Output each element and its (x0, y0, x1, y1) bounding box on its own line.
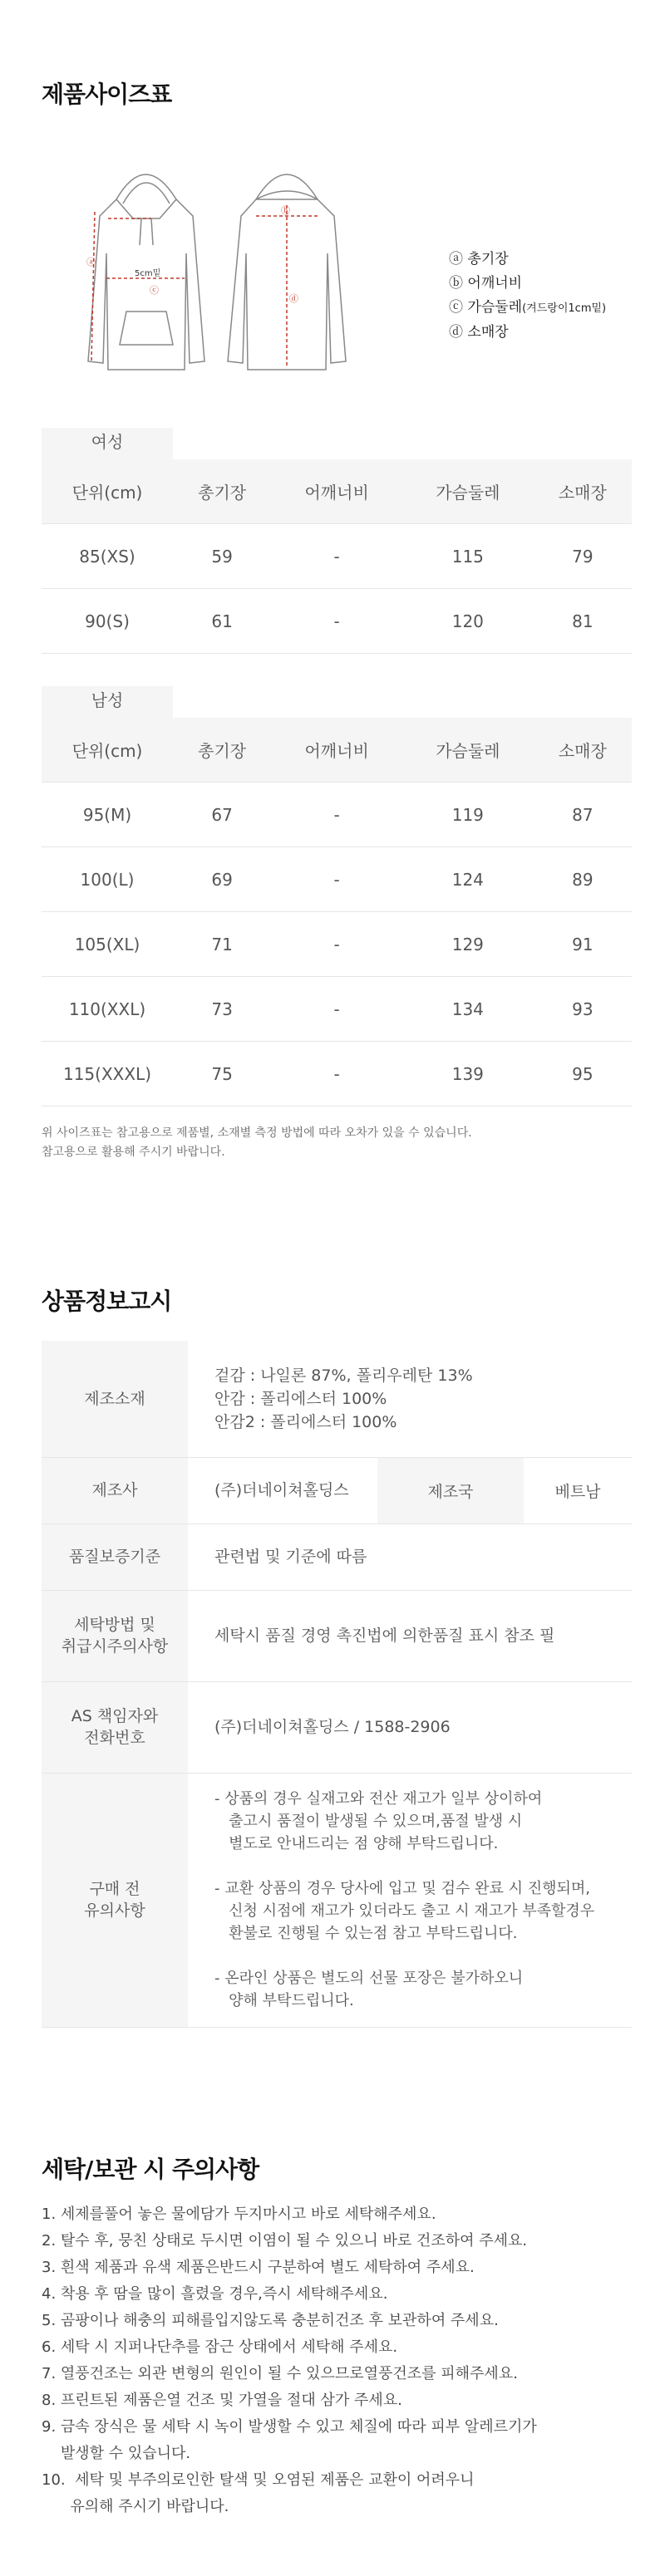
table-cell: 134 (402, 977, 534, 1042)
table-header-cell: 총기장 (173, 459, 271, 524)
care-line: 유의해 주시기 바랍니다. (42, 2498, 229, 2515)
marker-c-front: ⓒ (150, 285, 159, 296)
table-row (42, 1042, 632, 1106)
care-line: 8. 프린트된 제품은열 건조 및 가열을 절대 삼가 주세요. (42, 2392, 402, 2409)
illustration-label: 5cm밑 (135, 269, 161, 278)
table-cell: - (271, 977, 402, 1042)
table-header-cell: 가슴둘레 (402, 718, 534, 783)
care-line: 9. 금속 장식은 물 세탁 시 녹이 발생할 수 있고 체질에 따라 피부 알레르기가 (42, 2418, 537, 2436)
care-line: 6. 세탁 시 지퍼나단추를 잠근 상태에서 세탁해 주세요. (42, 2338, 398, 2356)
size-chart-title: 제품사이즈표 (42, 81, 172, 108)
table-cell: - (271, 589, 402, 654)
table-cell: 90(S) (42, 589, 173, 654)
care-line: 10. 세탁 및 부주의로인한 탈색 및 오염된 제품은 교환이 어려우니 (42, 2471, 475, 2489)
table-cell: 89 (534, 847, 632, 912)
table-header-cell: 소매장 (534, 718, 632, 783)
table-row (42, 912, 632, 977)
table-cell: 119 (402, 783, 534, 847)
table-header-cell: 어깨너비 (271, 459, 402, 524)
product-info-title: 상품정보고시 (42, 1288, 172, 1315)
men-tag: 남성 (42, 686, 173, 718)
care-line: 7. 열풍건조는 외관 변형의 원인이 될 수 있으므로열풍건조를 피해주세요. (42, 2365, 518, 2382)
table-cell: 110(XXL) (42, 977, 173, 1042)
info-row-purchase: 구매 전 유의사항 - 상품의 경우 실재고와 전산 재고가 일부 상이하여 출고시 품절이 발생될 수 있으며,품절 발생 시 별도로 안내드리는 점 양해 부탁드립니다. - 교환 상품의 경우 당사에 입고 및 검수 완료 시 진행되며, 신청 시점에 재고가 있더라도 출고 시 재고가 부족할경우 환불로 진행될 수 있는점 참고 부탁드립니다. - 온라인 상품은 별도의 선물 포장은 불가하오니 양해 부탁드립니다. (42, 1773, 632, 2027)
table-header-row (42, 459, 632, 524)
legend-item: ⓑ 어깨너비 (449, 275, 523, 292)
info-row-as: AS 책임자와 전화번호 (주)더네이쳐홀딩스 / 1588-2906 (42, 1681, 632, 1773)
measurement-legend (449, 248, 606, 345)
table-cell: 75 (173, 1042, 271, 1106)
table-cell: 59 (173, 524, 271, 589)
table-cell: 93 (534, 977, 632, 1042)
care-line: 5. 곰팡이나 해충의 피해를입지않도록 충분히건조 후 보관하여 주세요. (42, 2312, 499, 2329)
marker-b-back: ⓑ (281, 205, 290, 216)
table-cell: 100(L) (42, 847, 173, 912)
legend-item: ⓐ 총기장 (449, 251, 509, 267)
table-cell: - (271, 1042, 402, 1106)
men-size-table (42, 718, 632, 1106)
table-cell: 69 (173, 847, 271, 912)
table-cell: 129 (402, 912, 534, 977)
size-chart-note: 위 사이즈표는 참고용으로 제품별, 소재별 측정 방법에 따라 오차가 있을 수 있습니다. 참고용으로 활용해 주시기 바랍니다. (42, 1126, 472, 1159)
table-cell: 73 (173, 977, 271, 1042)
table-cell: 124 (402, 847, 534, 912)
table-cell: - (271, 783, 402, 847)
info-row-material: 제조소재 겉감 : 나일론 87%, 폴리우레탄 13% 안감 : 폴리에스터 100% 안감2 : 폴리에스터 100% (42, 1341, 632, 1457)
table-cell: 91 (534, 912, 632, 977)
legend-item: ⓓ 소매장 (449, 324, 509, 341)
table-cell: 95 (534, 1042, 632, 1106)
care-line: 발생할 수 있습니다. (42, 2445, 191, 2462)
table-cell: 115 (402, 524, 534, 589)
care-line: 3. 흰색 제품과 유색 제품은반드시 구분하여 별도 세탁하여 주세요. (42, 2259, 475, 2276)
table-cell: 95(M) (42, 783, 173, 847)
table-header-cell: 소매장 (534, 459, 632, 524)
info-row-warranty: 품질보증기준 관련법 및 기준에 따름 (42, 1524, 632, 1590)
table-row (42, 589, 632, 654)
table-cell: 105(XL) (42, 912, 173, 977)
women-tag: 여성 (42, 428, 173, 459)
care-line: 4. 착용 후 땀을 많이 흘렸을 경우,즉시 세탁해주세요. (42, 2285, 388, 2303)
care-title: 세탁/보관 시 주의사항 (42, 2156, 259, 2183)
table-cell: 120 (402, 589, 534, 654)
table-cell: 79 (534, 524, 632, 589)
care-instructions (42, 2201, 537, 2520)
table-cell: 81 (534, 589, 632, 654)
hoodie-measurement-illustration (83, 154, 366, 390)
table-cell: 139 (402, 1042, 534, 1106)
table-header-cell: 단위(cm) (42, 718, 173, 783)
care-line: 2. 탈수 후, 뭉친 상태로 두시면 이염이 될 수 있으니 바로 건조하여 주세요. (42, 2232, 528, 2250)
table-row (42, 977, 632, 1042)
info-row-wash: 세탁방법 및 취급시주의사항 세탁시 품질 경영 촉진법에 의한품질 표시 참조 필 (42, 1590, 632, 1681)
table-cell: - (271, 912, 402, 977)
table-cell: 85(XS) (42, 524, 173, 589)
product-info-table (42, 1341, 632, 2028)
table-cell: 67 (173, 783, 271, 847)
table-cell: - (271, 847, 402, 912)
table-cell: 87 (534, 783, 632, 847)
table-header-row (42, 718, 632, 783)
table-cell: 71 (173, 912, 271, 977)
care-line: 1. 세제를풀어 놓은 물에담가 두지마시고 바로 세탁해주세요. (42, 2206, 436, 2223)
table-header-cell: 가슴둘레 (402, 459, 534, 524)
table-header-cell: 총기장 (173, 718, 271, 783)
table-row (42, 847, 632, 912)
marker-d-back: ⓓ (289, 293, 298, 304)
women-size-table (42, 459, 632, 654)
table-row (42, 524, 632, 589)
table-cell: - (271, 524, 402, 589)
info-row-maker: 제조사 (주)더네이쳐홀딩스 제조국 베트남 (42, 1457, 632, 1524)
table-cell: 61 (173, 589, 271, 654)
table-cell: 115(XXXL) (42, 1042, 173, 1106)
table-header-cell: 단위(cm) (42, 459, 173, 524)
marker-a-front: ⓐ (86, 257, 96, 267)
table-header-cell: 어깨너비 (271, 718, 402, 783)
legend-item: ⓒ 가슴둘레(겨드랑이1cm밑) (449, 299, 607, 316)
table-row (42, 783, 632, 847)
